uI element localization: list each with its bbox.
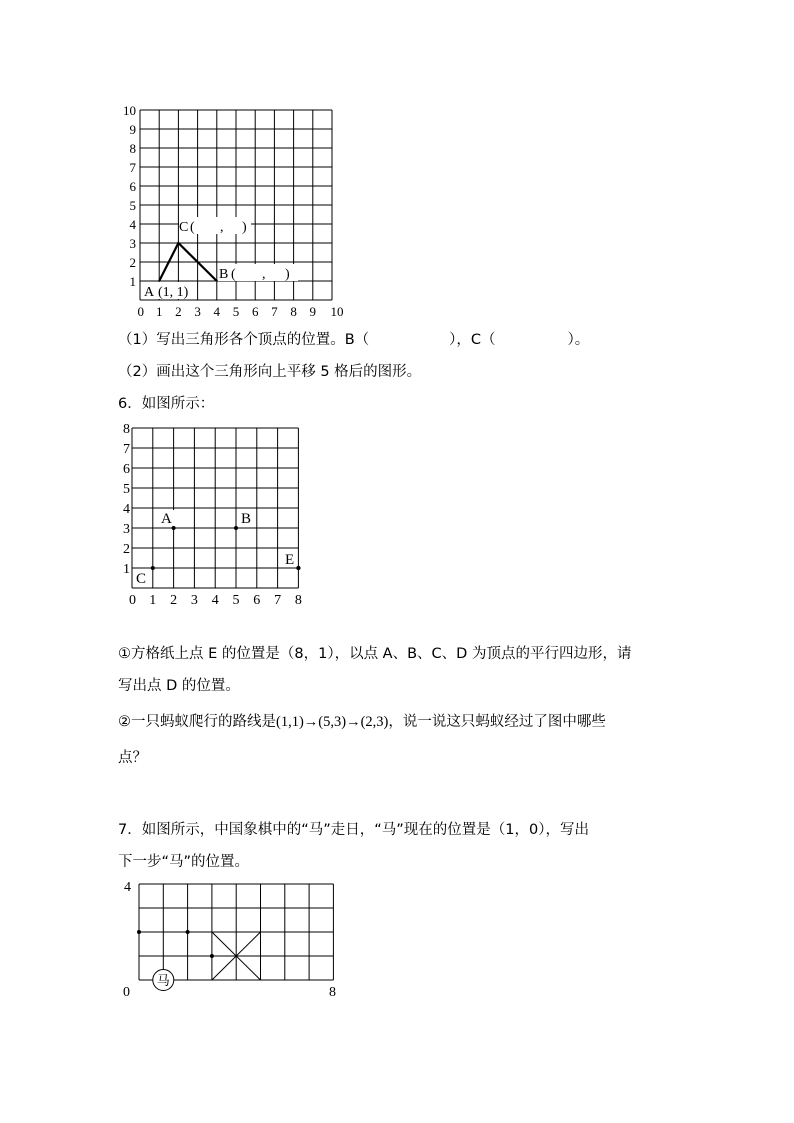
q6-part2-prefix: ②一只蚂蚁爬行的路线是 <box>118 714 276 730</box>
point-a-label: A <box>161 511 172 527</box>
y-label-1: 1 <box>129 274 136 289</box>
x-label-9: 9 <box>309 304 317 319</box>
route-point-3: (2,3) <box>360 714 389 730</box>
grid-lines <box>132 428 298 588</box>
q7-line1: 7．如图所示，中国象棋中的“马”走日，“马”现在的位置是（1，0），写出 <box>118 822 589 838</box>
route-arrow-2: → <box>346 714 361 730</box>
y-label-7: 7 <box>129 160 136 175</box>
axis-label-origin: 0 <box>123 985 130 1000</box>
x-label-3: 3 <box>190 593 198 608</box>
x-label-4: 4 <box>211 593 219 608</box>
q6-part2-line1 <box>118 712 606 732</box>
point-c-label: C <box>136 571 147 587</box>
triangle-grid-figure <box>110 100 360 322</box>
point-c-comma: , <box>220 220 224 235</box>
point-c-dot <box>151 566 155 570</box>
x-label-5: 5 <box>232 593 240 608</box>
q6-title: 6．如图所示： <box>118 396 215 412</box>
x-label-6: 6 <box>253 593 261 608</box>
q5-part1-mid: ），C（ <box>449 332 496 348</box>
q5-part1 <box>118 330 589 350</box>
y-label-10: 10 <box>123 103 136 118</box>
point-b-label: B <box>241 511 252 527</box>
y-label-3: 3 <box>129 236 136 251</box>
y-label-4: 4 <box>129 217 136 232</box>
x-label-3: 3 <box>194 304 201 319</box>
point-e-dot <box>296 566 300 570</box>
y-label-4: 4 <box>123 502 130 517</box>
x-label-2: 2 <box>175 304 182 319</box>
point-b-open: ( <box>231 267 236 282</box>
q5-part1-prefix: （1）写出三角形各个顶点的位置。B（ <box>118 332 370 348</box>
y-label-8: 8 <box>129 141 136 156</box>
q6-part1-line2: 写出点 D 的位置。 <box>118 678 240 694</box>
point-a-label: A <box>144 285 155 300</box>
axis-label-right: 8 <box>329 985 336 1000</box>
q6-part1-line1: ①方格纸上点 E 的位置是（8，1），以点 A、B、C、D 为顶点的平行四边形，请 <box>118 646 632 662</box>
y-label-2: 2 <box>123 542 130 557</box>
point-b-dot <box>234 526 238 530</box>
q5-part2: （2）画出这个三角形向上平移 5 格后的图形。 <box>118 364 422 380</box>
y-label-8: 8 <box>123 422 130 437</box>
point-c-label: C <box>179 220 189 235</box>
y-label-0: 0 <box>129 593 136 608</box>
q5-part1-suffix: ）。 <box>567 332 590 348</box>
y-label-5: 5 <box>129 198 136 213</box>
q6-part2-suffix: ，说一说这只蚂蚁经过了图中哪些 <box>388 714 606 730</box>
y-label-6: 6 <box>129 179 136 194</box>
x-label-1: 1 <box>155 304 163 319</box>
point-b-comma: , <box>262 267 266 282</box>
horse-piece-label: 马 <box>156 974 170 989</box>
x-label-5: 5 <box>232 304 240 319</box>
board-lines <box>139 884 333 980</box>
q7-line2: 下一步“马”的位置。 <box>118 854 250 870</box>
point-b-label: B <box>219 267 229 282</box>
x-label-6: 6 <box>251 304 259 319</box>
y-label-6: 6 <box>123 462 130 477</box>
x-label-1: 1 <box>149 593 157 608</box>
points-grid-figure <box>115 418 315 608</box>
route-point-2: (5,3) <box>318 714 347 730</box>
point-e-label: E <box>285 552 295 568</box>
x-label-4: 4 <box>213 304 221 319</box>
point-a-coord: (1, 1) <box>158 285 189 300</box>
blocking-piece-dot <box>210 954 214 958</box>
y-label-3: 3 <box>123 522 130 537</box>
chess-board-figure <box>115 876 350 1001</box>
y-label-0: 0 <box>137 304 144 319</box>
y-label-5: 5 <box>123 482 130 497</box>
route-arrow-1: → <box>303 714 319 730</box>
point-c-close: ) <box>242 220 247 235</box>
x-label-2: 2 <box>170 593 178 608</box>
axis-label-top: 4 <box>124 880 131 895</box>
blocking-piece-dot <box>137 930 141 934</box>
q6-part2-line2: 点？ <box>118 750 147 766</box>
y-label-1: 1 <box>123 562 130 577</box>
x-label-7: 7 <box>271 304 278 319</box>
point-b-close: ) <box>285 267 290 282</box>
x-label-8: 8 <box>294 593 302 608</box>
y-label-9: 9 <box>129 122 136 137</box>
blocking-piece-dot <box>186 930 190 934</box>
x-label-10: 10 <box>330 304 344 319</box>
y-label-7: 7 <box>123 442 130 457</box>
route-point-1: (1,1) <box>276 714 304 730</box>
point-c-open: ( <box>190 220 195 235</box>
x-label-7: 7 <box>274 593 282 608</box>
y-label-2: 2 <box>129 255 136 270</box>
x-label-8: 8 <box>290 304 297 319</box>
point-a-dot <box>172 526 176 530</box>
